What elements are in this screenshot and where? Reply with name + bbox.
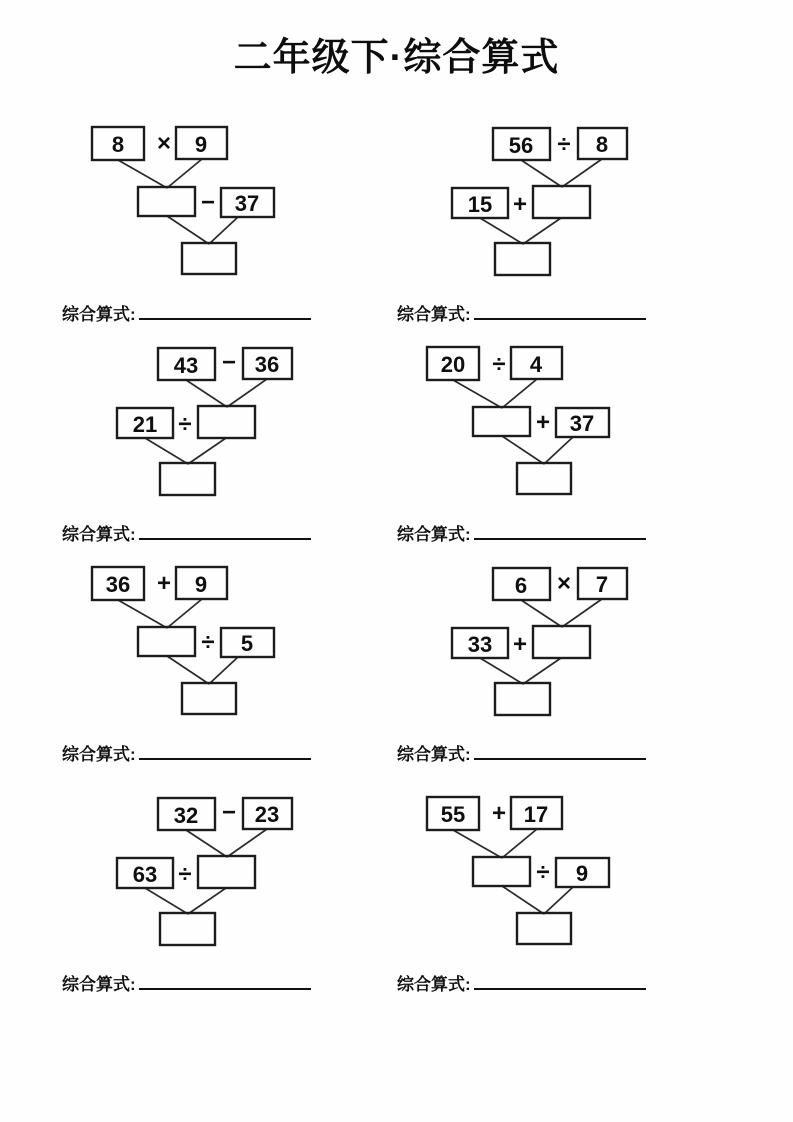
intermediate-answer-box[interactable] [473, 407, 530, 436]
top-operator: × [156, 130, 172, 157]
problem-7 [60, 785, 320, 1000]
top-right-operand: 23 [254, 802, 280, 827]
connector-line [118, 600, 167, 628]
top-left-operand: 32 [173, 803, 199, 828]
top-left-operand: 43 [173, 353, 199, 378]
top-left-operand: 56 [508, 133, 534, 158]
result-answer-box[interactable] [517, 913, 571, 944]
connector-line [480, 658, 523, 684]
connector-line [186, 380, 227, 407]
connector-line [227, 829, 267, 857]
formula-label: 综合算式: [62, 305, 136, 324]
formula-caption [397, 970, 646, 995]
result-answer-box[interactable] [182, 683, 236, 714]
connector-line [502, 379, 537, 408]
top-right-operand: 8 [595, 132, 609, 157]
connector-line [209, 217, 238, 244]
top-left-operand: 8 [111, 132, 125, 157]
result-answer-box[interactable] [495, 683, 550, 715]
problem-diagram [395, 555, 655, 725]
connector-line [502, 436, 544, 464]
top-left-operand: 20 [440, 352, 466, 377]
problem-1 [60, 115, 320, 330]
mid-operator: ÷ [536, 859, 550, 886]
problem-diagram [60, 115, 320, 285]
mid-operator: + [512, 631, 528, 658]
answer-line[interactable] [474, 305, 646, 320]
page-title: 二年级下·综合算式 [233, 37, 560, 79]
connector-line [118, 160, 167, 188]
problem-2 [395, 115, 655, 330]
formula-caption [397, 520, 646, 545]
intermediate-answer-box[interactable] [198, 406, 255, 438]
top-operator: + [156, 570, 172, 597]
connector-line [502, 886, 544, 914]
connector-line [188, 888, 226, 914]
top-right-operand: 36 [254, 352, 280, 377]
intermediate-answer-box[interactable] [198, 856, 255, 888]
connector-line [209, 657, 238, 684]
connector-line [186, 830, 227, 857]
top-operator: ÷ [492, 351, 506, 378]
connector-line [562, 599, 602, 627]
mid-known-operand: 5 [240, 631, 254, 656]
problem-4 [395, 335, 655, 550]
connector-line [544, 887, 573, 914]
intermediate-answer-box[interactable] [138, 187, 195, 216]
formula-caption [62, 740, 311, 765]
formula-caption [397, 300, 646, 325]
connector-line [145, 888, 188, 914]
connector-line [167, 159, 202, 188]
formula-caption [397, 740, 646, 765]
top-right-operand: 7 [595, 572, 609, 597]
result-answer-box[interactable] [160, 913, 215, 945]
top-operator: × [556, 570, 572, 597]
connector-line [167, 656, 209, 684]
top-right-operand: 9 [194, 572, 208, 597]
connector-line [167, 599, 202, 628]
problem-8 [395, 785, 655, 1000]
connector-line [523, 658, 561, 684]
connector-line [188, 438, 226, 464]
formula-label: 综合算式: [397, 745, 471, 764]
mid-operator: + [512, 191, 528, 218]
top-operator: − [221, 799, 237, 826]
top-left-operand: 55 [440, 802, 466, 827]
mid-known-operand: 21 [132, 412, 158, 437]
top-right-operand: 4 [529, 352, 543, 377]
mid-known-operand: 37 [569, 411, 595, 436]
problem-6 [395, 555, 655, 770]
answer-line[interactable] [474, 745, 646, 760]
top-left-operand: 36 [105, 572, 131, 597]
problem-diagram [395, 115, 655, 285]
formula-label: 综合算式: [62, 975, 136, 994]
intermediate-answer-box[interactable] [533, 626, 590, 658]
intermediate-answer-box[interactable] [138, 627, 195, 656]
mid-operator: − [200, 189, 216, 216]
connector-line [227, 379, 267, 407]
connector-line [167, 216, 209, 244]
answer-line[interactable] [139, 525, 311, 540]
formula-label: 综合算式: [397, 305, 471, 324]
answer-line[interactable] [139, 745, 311, 760]
problem-diagram [60, 785, 320, 955]
formula-caption [62, 300, 311, 325]
result-answer-box[interactable] [495, 243, 550, 275]
top-operator: + [491, 800, 507, 827]
problem-3 [60, 335, 320, 550]
problem-diagram [60, 555, 320, 725]
top-left-operand: 6 [514, 573, 528, 598]
mid-operator: ÷ [201, 629, 215, 656]
mid-known-operand: 33 [467, 632, 493, 657]
problem-5 [60, 555, 320, 770]
connector-line [453, 380, 502, 408]
intermediate-answer-box[interactable] [473, 857, 530, 886]
top-right-operand: 9 [194, 132, 208, 157]
connector-line [562, 159, 602, 187]
formula-label: 综合算式: [62, 745, 136, 764]
formula-caption [62, 520, 311, 545]
answer-line[interactable] [474, 975, 646, 990]
formula-label: 综合算式: [397, 525, 471, 544]
mid-known-operand: 37 [234, 191, 260, 216]
result-answer-box[interactable] [160, 463, 215, 495]
answer-line[interactable] [474, 525, 646, 540]
connector-line [480, 218, 523, 244]
connector-line [523, 218, 561, 244]
top-right-operand: 17 [523, 802, 549, 827]
answer-line[interactable] [139, 305, 311, 320]
answer-line[interactable] [139, 975, 311, 990]
problem-diagram [395, 335, 655, 505]
connector-line [521, 160, 562, 187]
mid-known-operand: 9 [575, 861, 589, 886]
result-answer-box[interactable] [182, 243, 236, 274]
problem-diagram [60, 335, 320, 505]
mid-operator: + [535, 409, 551, 436]
mid-operator: ÷ [178, 411, 192, 438]
connector-line [502, 829, 537, 858]
mid-known-operand: 63 [132, 862, 158, 887]
connector-line [453, 830, 502, 858]
result-answer-box[interactable] [517, 463, 571, 494]
intermediate-answer-box[interactable] [533, 186, 590, 218]
formula-label: 综合算式: [397, 975, 471, 994]
connector-line [145, 438, 188, 464]
formula-caption [62, 970, 311, 995]
mid-known-operand: 15 [467, 192, 493, 217]
connector-line [521, 600, 562, 627]
top-operator: − [221, 349, 237, 376]
top-operator: ÷ [557, 131, 571, 158]
formula-label: 综合算式: [62, 525, 136, 544]
problem-diagram [395, 785, 655, 955]
mid-operator: ÷ [178, 861, 192, 888]
connector-line [544, 437, 573, 464]
